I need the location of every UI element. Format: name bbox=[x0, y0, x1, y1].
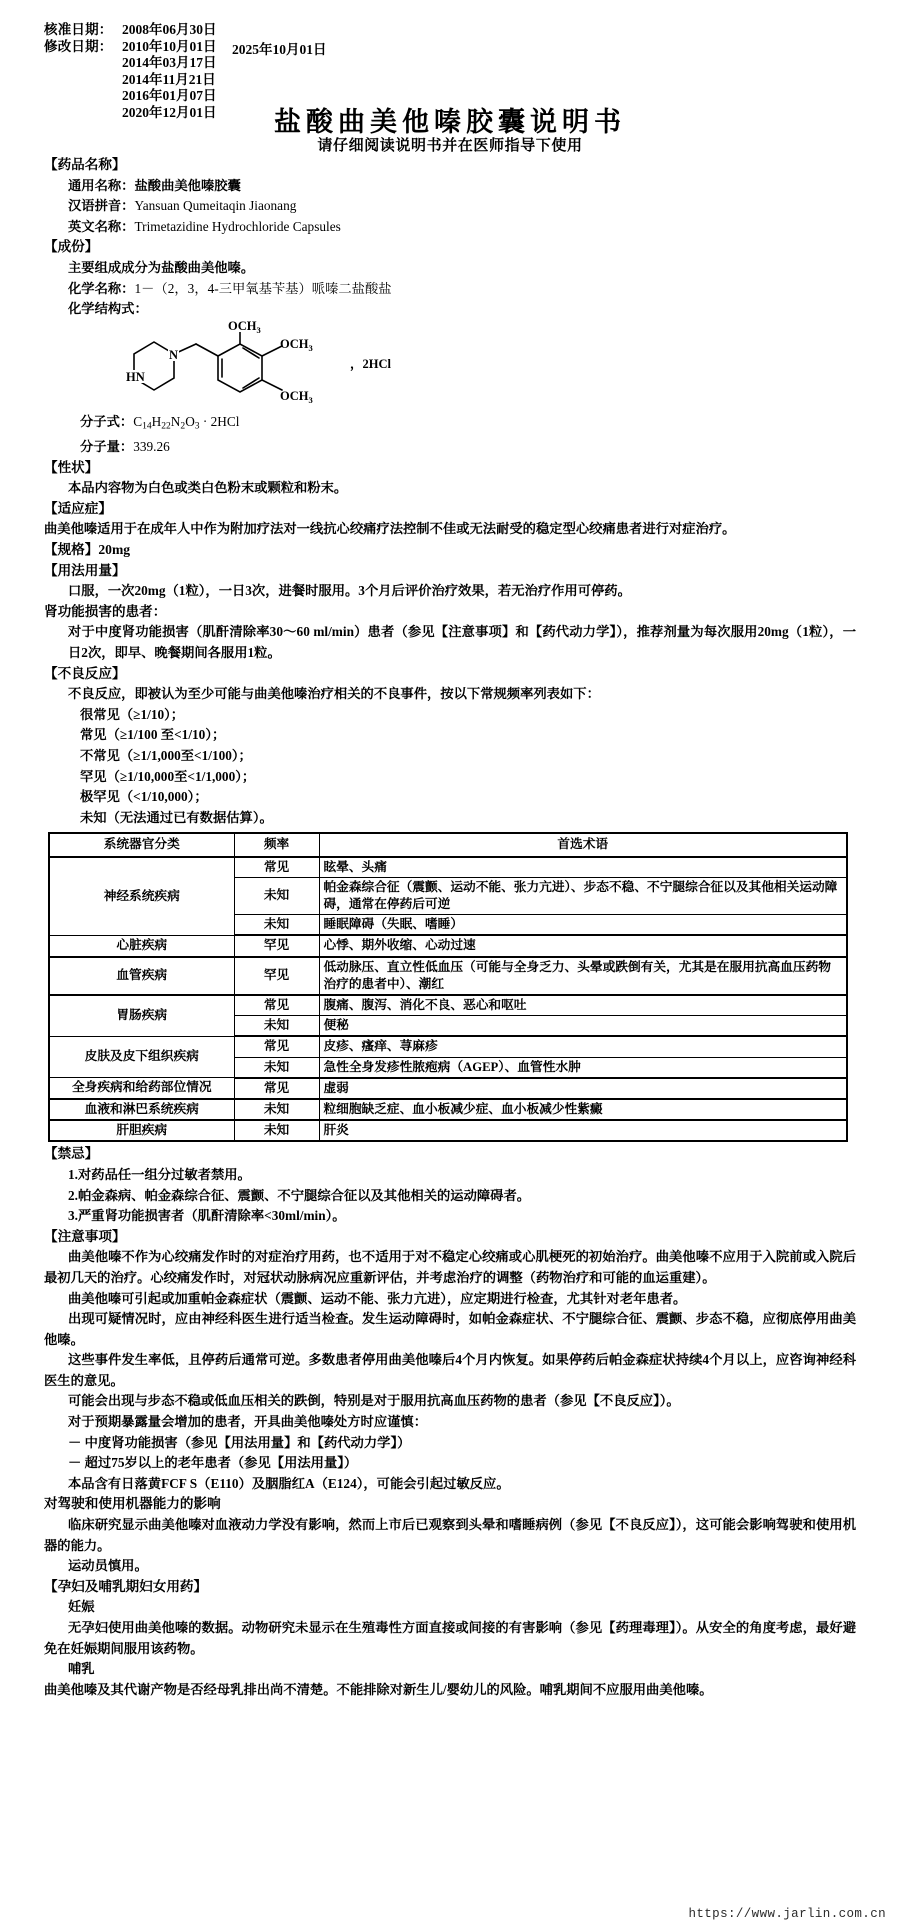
molecular-formula-value: $C_{14}H_{22}N_2O_3 \cdot 2HCl$ bbox=[133, 413, 240, 432]
adverse-reactions-table bbox=[48, 832, 848, 1142]
pinyin-value: Yansuan Qumeitaqin Jiaonang bbox=[134, 198, 297, 214]
document-body bbox=[44, 155, 856, 1700]
frequency-item: 罕见（≥1/10,000至<1/1,000）； bbox=[80, 768, 256, 784]
frequency-cell: 未知 bbox=[234, 877, 319, 914]
frequency-cell: 未知 bbox=[234, 1057, 319, 1078]
term-cell: 帕金森综合征（震颤、运动不能、张力亢进）、步态不稳、不宁腿综合征以及其他相关运动障碍，通常在停药后可逆 bbox=[319, 877, 847, 914]
revision-date-value: 2016年01月07日 bbox=[122, 88, 217, 104]
frequency-item: 极罕见（<1/10,000）； bbox=[80, 789, 208, 805]
och3-mid-label: $OCH_3$ bbox=[280, 336, 313, 353]
organ-cell: 皮肤及皮下组织疾病 bbox=[49, 1036, 234, 1077]
pregnancy-subheading: 妊娠 bbox=[68, 1599, 95, 1615]
molecular-formula-label: 分子式： bbox=[80, 413, 134, 429]
precaution-paragraph: 出现可疑情况时，应由神经科医生进行适当检查。发生运动障碍时，如帕金森症状、不宁腿综合征、震颤、步态不稳，应彻底停用曲美他嗪。 bbox=[44, 1311, 856, 1347]
adverse-intro-text: 不良反应，即被认为至少可能与曲美他嗪治疗相关的不良事件，按以下常规频率列表如下： bbox=[68, 686, 600, 702]
frequency-cell: 未知 bbox=[234, 1099, 319, 1120]
appearance-text: 本品内容物为白色或类白色粉末或颗粒和粉末。 bbox=[68, 480, 348, 496]
approval-date-row bbox=[44, 22, 217, 39]
chemical-name-label: 化学名称： bbox=[68, 280, 135, 296]
frequency-cell: 常见 bbox=[234, 857, 319, 878]
molecular-weight-value: 339.26 bbox=[133, 439, 170, 455]
lactation-text: 曲美他嗪及其代谢产物是否经母乳排出尚不清楚。不能排除对新生儿/婴幼儿的风险。哺乳期间不应服用曲美他嗪。 bbox=[44, 1681, 713, 1697]
och3-top-label: $OCH_3$ bbox=[228, 319, 261, 335]
revision-date-row bbox=[44, 55, 217, 72]
approval-date-label: 核准日期： bbox=[44, 22, 113, 37]
revision-date-spacer bbox=[44, 72, 122, 89]
n-atom-label: N bbox=[169, 347, 179, 362]
section-heading-precautions: 【注意事项】 bbox=[44, 1228, 126, 1244]
table-row bbox=[49, 995, 847, 1016]
dosage-renal-text: 对于中度肾功能损害（肌酐清除率30～60 ml/min）患者（参见【注意事项】和【药代动力学】），推荐剂量为每次服用20mg（1粒），一日2次，即早、晚餐期间各服用1粒。 bbox=[68, 624, 856, 660]
section-heading-driving: 对驾驶和使用机器能力的影响 bbox=[44, 1496, 221, 1512]
revision-date-value: 2010年10月01日 bbox=[122, 38, 217, 54]
section-heading-adverse-reactions: 【不良反应】 bbox=[44, 665, 126, 681]
section-heading-drug-name: 【药品名称】 bbox=[44, 157, 126, 172]
molecular-weight-label: 分子量： bbox=[80, 439, 134, 455]
section-heading-appearance: 【性状】 bbox=[44, 459, 99, 475]
frequency-item: 不常见（≥1/1,000至<1/100）； bbox=[80, 747, 252, 763]
term-cell: 睡眠障碍（失眠、嗜睡） bbox=[319, 915, 847, 936]
section-heading-ingredients: 【成份】 bbox=[44, 239, 99, 255]
frequency-item: 未知（无法通过已有数据估算）。 bbox=[80, 809, 273, 825]
chemical-structure-diagram bbox=[44, 320, 856, 412]
english-name-value: Trimetazidine Hydrochloride Capsules bbox=[134, 218, 341, 234]
contraindication-item: 2.帕金森病、帕金森综合征、震颤、不宁腿综合征以及其他相关的运动障碍者。 bbox=[68, 1187, 531, 1203]
frequency-cell: 常见 bbox=[234, 1078, 319, 1099]
indications-text: 曲美他嗪适用于在成年人中作为附加疗法对一线抗心绞痛疗法控制不佳或无法耐受的稳定型心绞痛患者进行对症治疗。 bbox=[44, 521, 736, 537]
section-heading-indications: 【适应症】 bbox=[44, 500, 112, 516]
dosage-renal-heading: 肾功能损害的患者： bbox=[44, 603, 167, 619]
term-cell: 低动脉压、直立性低血压（可能与全身乏力、头晕或跌倒有关，尤其是在服用抗高血压药物治疗的患者中）、潮红 bbox=[319, 957, 847, 995]
pinyin-row bbox=[44, 196, 856, 217]
precaution-dash-item: － 超过75岁以上的老年患者（参见【用法用量】） bbox=[68, 1455, 358, 1471]
molecular-formula-row bbox=[44, 412, 856, 437]
table-header-row bbox=[49, 833, 847, 856]
revision-date-value: 2020年12月01日 bbox=[122, 104, 217, 120]
section-heading-contraindications: 【禁忌】 bbox=[44, 1146, 99, 1162]
generic-name-value: 盐酸曲美他嗪胶囊 bbox=[134, 177, 241, 193]
contraindication-item: 3.严重肾功能损害者（肌酐清除率<30ml/min）。 bbox=[68, 1208, 346, 1224]
revision-date-label: 修改日期： bbox=[44, 38, 113, 54]
chemical-name-value: 1－（2，3，4-三甲氧基苄基）哌嗪二盐酸盐 bbox=[134, 280, 392, 296]
table-row bbox=[49, 857, 847, 878]
adverse-reactions-table-body bbox=[49, 857, 847, 1142]
term-cell: 皮疹、瘙痒、荨麻疹 bbox=[319, 1036, 847, 1057]
term-cell: 粒细胞缺乏症、血小板减少症、血小板减少性紫癜 bbox=[319, 1099, 847, 1120]
hn-atom-label: HN bbox=[126, 369, 145, 384]
table-row bbox=[49, 935, 847, 956]
source-url-watermark: https://www.jarlin.com.cn bbox=[688, 1907, 886, 1921]
table-row bbox=[49, 1036, 847, 1057]
approval-date-value: 2008年06月30日 bbox=[122, 22, 217, 37]
generic-name-label: 通用名称： bbox=[68, 177, 135, 193]
term-cell: 急性全身发疹性脓疱病（AGEP）、血管性水肿 bbox=[319, 1057, 847, 1078]
precaution-paragraph: 这些事件发生率低，且停药后通常可逆。多数患者停用曲美他嗪后4个月内恢复。如果停药后帕金森症状持续4个月以上，应咨询神经科医生的意见。 bbox=[44, 1352, 856, 1388]
athlete-caution-text: 运动员慎用。 bbox=[68, 1558, 148, 1574]
frequency-item: 很常见（≥1/10）； bbox=[80, 706, 185, 722]
revision-date-row bbox=[44, 72, 217, 89]
frequency-cell: 未知 bbox=[234, 1120, 319, 1141]
specification-value: 20mg bbox=[98, 541, 131, 557]
english-name-row bbox=[44, 217, 856, 238]
ingredients-main-text: 主要组成成分为盐酸曲美他嗪。 bbox=[68, 259, 255, 275]
pregnancy-text: 无孕妇使用曲美他嗪的数据。动物研究未显示在生殖毒性方面直接或间接的有害影响（参见【药理毒理】）。从安全的角度考虑，最好避免在妊娠期间服用该药物。 bbox=[44, 1620, 856, 1656]
och3-bottom-label: $OCH_3$ bbox=[280, 388, 313, 405]
trimetazidine-structure-svg bbox=[104, 320, 404, 412]
column-header-term: 首选术语 bbox=[319, 833, 847, 856]
chemical-name-row bbox=[44, 279, 856, 300]
organ-cell: 心脏疾病 bbox=[49, 935, 234, 956]
frequency-cell: 未知 bbox=[234, 915, 319, 936]
organ-cell: 血管疾病 bbox=[49, 957, 234, 995]
column-header-organ: 系统器官分类 bbox=[49, 833, 234, 856]
precaution-paragraph: 对于预期暴露量会增加的患者，开具曲美他嗪处方时应谨慎： bbox=[68, 1414, 428, 1430]
molecular-weight-row bbox=[44, 437, 856, 458]
organ-cell: 血液和淋巴系统疾病 bbox=[49, 1099, 234, 1120]
generic-name-row bbox=[44, 176, 856, 197]
term-cell: 便秘 bbox=[319, 1016, 847, 1037]
term-cell: 肝炎 bbox=[319, 1120, 847, 1141]
table-row bbox=[49, 1120, 847, 1141]
organ-cell: 神经系统疾病 bbox=[49, 857, 234, 936]
precaution-paragraph: 可能会出现与步态不稳或低血压相关的跌倒，特别是对于服用抗高血压药物的患者（参见【不良反应】）。 bbox=[68, 1393, 680, 1409]
revision-date-row bbox=[44, 39, 217, 56]
revision-date-value: 2014年11月21日 bbox=[122, 71, 216, 87]
precaution-paragraph: 曲美他嗪不作为心绞痛发作时的对症治疗用药，也不适用于对不稳定心绞痛或心肌梗死的初始治疗。曲美他嗪不应用于入院前或入院后最初几天的治疗。心绞痛发作时，对冠状动脉病况应重新评估，并考虑治疗的调整（药物治疗和可能的血运重建）。 bbox=[44, 1249, 856, 1285]
term-cell: 眩晕、头痛 bbox=[319, 857, 847, 878]
term-cell: 虚弱 bbox=[319, 1078, 847, 1099]
salt-label: ，2HCl bbox=[350, 356, 391, 371]
document-subtitle: 请仔细阅读说明书并在医师指导下使用 bbox=[317, 138, 583, 154]
term-cell: 腹痛、腹泻、消化不良、恶心和呕吐 bbox=[319, 995, 847, 1016]
section-heading-specification bbox=[44, 540, 856, 561]
dosage-text: 口服，一次20mg（1粒），一日3次，进餐时服用。3个月后评价治疗效果，若无治疗作用可停药。 bbox=[68, 583, 631, 599]
english-name-label: 英文名称： bbox=[68, 218, 135, 234]
precaution-dash-item: － 中度肾功能损害（参见【用法用量】和【药代动力学】） bbox=[68, 1434, 411, 1450]
table-row bbox=[49, 957, 847, 995]
document-title: 盐酸曲美他嗪胶囊说明书 bbox=[274, 107, 626, 137]
frequency-cell: 未知 bbox=[234, 1016, 319, 1037]
organ-cell: 全身疾病和给药部位情况 bbox=[49, 1078, 234, 1099]
frequency-item: 常见（≥1/100 至<1/10）； bbox=[80, 727, 226, 743]
section-heading-dosage: 【用法用量】 bbox=[44, 562, 126, 578]
frequency-cell: 罕见 bbox=[234, 957, 319, 995]
column-header-frequency: 频率 bbox=[234, 833, 319, 856]
table-row bbox=[49, 1078, 847, 1099]
frequency-cell: 常见 bbox=[234, 995, 319, 1016]
revision-date-value: 2014年03月17日 bbox=[122, 55, 217, 71]
chemical-structure-label: 化学结构式： bbox=[68, 301, 148, 317]
revision-date-spacer bbox=[44, 55, 122, 72]
term-cell: 心悸、期外收缩、心动过速 bbox=[319, 935, 847, 956]
organ-cell: 肝胆疾病 bbox=[49, 1120, 234, 1141]
lactation-subheading: 哺乳 bbox=[68, 1661, 95, 1677]
section-heading-pregnancy: 【孕妇及哺乳期妇女用药】 bbox=[44, 1578, 208, 1594]
frequency-cell: 罕见 bbox=[234, 935, 319, 956]
specification-heading-label: 【规格】 bbox=[44, 541, 99, 557]
table-row bbox=[49, 1099, 847, 1120]
organ-cell: 胃肠疾病 bbox=[49, 995, 234, 1036]
pinyin-label: 汉语拼音： bbox=[68, 198, 135, 214]
driving-text: 临床研究显示曲美他嗪对血液动力学没有影响，然而上市后已观察到头晕和嗜睡病例（参见【不良反应】），这可能会影响驾驶和使用机器的能力。 bbox=[44, 1517, 856, 1553]
precaution-paragraph: 曲美他嗪可引起或加重帕金森症状（震颤、运动不能、张力亢进），应定期进行检查，尤其针对老年患者。 bbox=[68, 1290, 687, 1306]
precaution-colorant-note: 本品含有日落黄FCF S（E110）及胭脂红A（E124），可能会引起过敏反应。 bbox=[68, 1475, 510, 1491]
frequency-cell: 常见 bbox=[234, 1036, 319, 1057]
contraindication-item: 1.对药品任一组分过敏者禁用。 bbox=[68, 1166, 251, 1182]
latest-revision-date: 2025年10月01日 bbox=[232, 42, 327, 57]
